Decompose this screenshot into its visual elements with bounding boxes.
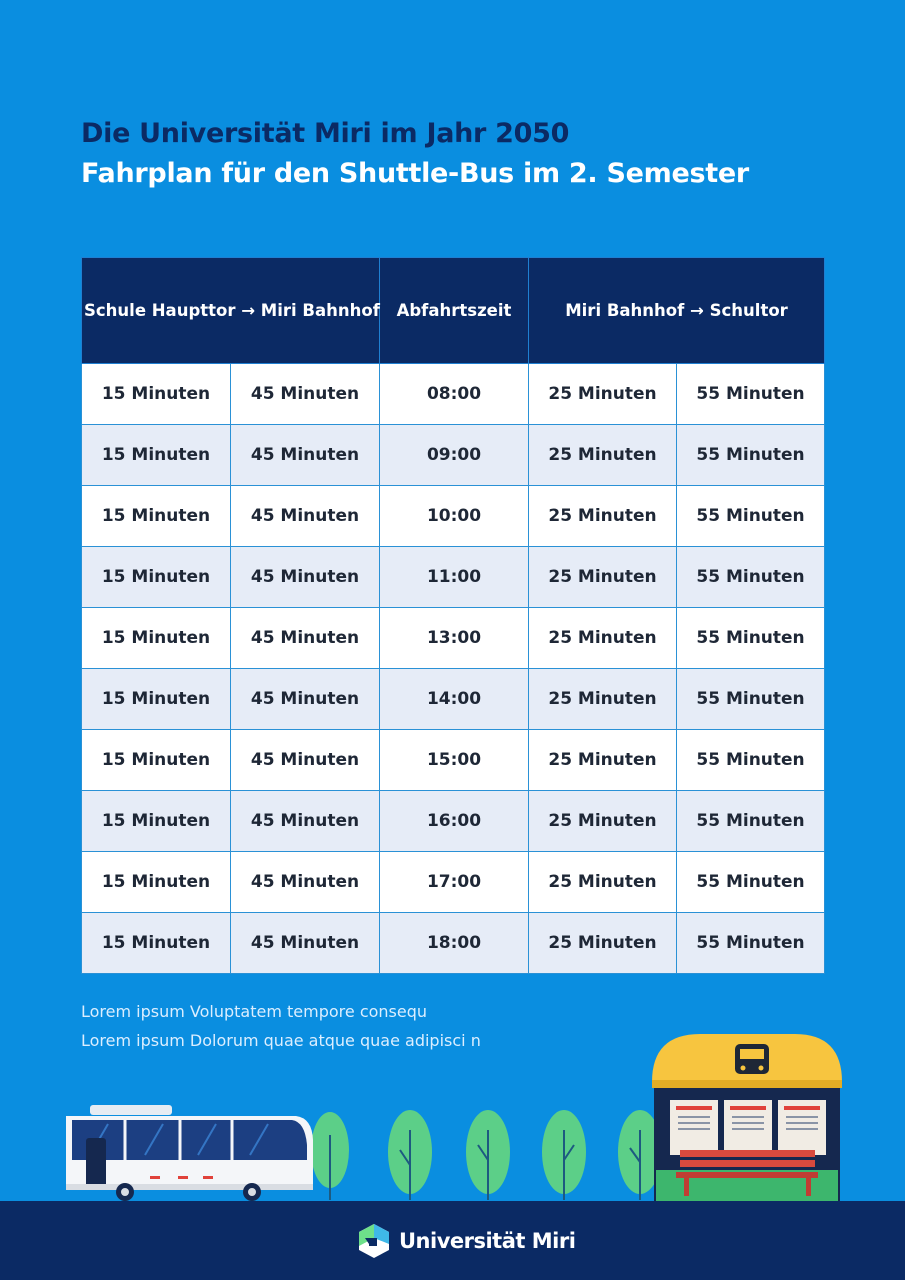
cell-return-second: 55 Minuten bbox=[677, 608, 825, 669]
cell-departure-time: 11:00 bbox=[380, 547, 529, 608]
cell-return-second: 55 Minuten bbox=[677, 486, 825, 547]
cell-return-first: 25 Minuten bbox=[529, 730, 677, 791]
column-header-return: Miri Bahnhof → Schultor bbox=[529, 258, 825, 364]
cell-outbound-first: 15 Minuten bbox=[82, 425, 231, 486]
cell-outbound-first: 15 Minuten bbox=[82, 547, 231, 608]
cell-outbound-second: 45 Minuten bbox=[231, 913, 380, 974]
cell-outbound-first: 15 Minuten bbox=[82, 486, 231, 547]
cell-outbound-second: 45 Minuten bbox=[231, 364, 380, 425]
cell-departure-time: 17:00 bbox=[380, 852, 529, 913]
table-row bbox=[82, 608, 825, 669]
street-scene-illustration bbox=[0, 1030, 905, 1202]
cell-outbound-second: 45 Minuten bbox=[231, 669, 380, 730]
page-subtitle: Fahrplan für den Shuttle-Bus im 2. Semester bbox=[81, 158, 749, 189]
cell-departure-time: 08:00 bbox=[380, 364, 529, 425]
table-row bbox=[82, 425, 825, 486]
table-row bbox=[82, 791, 825, 852]
cell-return-first: 25 Minuten bbox=[529, 364, 677, 425]
note-line-2: Lorem ipsum Dolorum quae atque quae adipisci n bbox=[81, 1031, 481, 1050]
cell-return-second: 55 Minuten bbox=[677, 852, 825, 913]
cell-return-second: 55 Minuten bbox=[677, 547, 825, 608]
cell-return-first: 25 Minuten bbox=[529, 913, 677, 974]
footer-brand bbox=[357, 1224, 575, 1258]
cell-outbound-first: 15 Minuten bbox=[82, 669, 231, 730]
cell-outbound-second: 45 Minuten bbox=[231, 730, 380, 791]
cell-departure-time: 13:00 bbox=[380, 608, 529, 669]
bus-stop-icon bbox=[652, 1034, 842, 1202]
cell-outbound-first: 15 Minuten bbox=[82, 791, 231, 852]
column-header-outbound: Schule Haupttor → Miri Bahnhof bbox=[82, 258, 380, 364]
table-header-row bbox=[82, 258, 825, 364]
cell-return-first: 25 Minuten bbox=[529, 547, 677, 608]
table-row bbox=[82, 669, 825, 730]
cell-departure-time: 14:00 bbox=[380, 669, 529, 730]
table-row bbox=[82, 486, 825, 547]
tree-icon bbox=[311, 1112, 349, 1200]
tree-icon bbox=[466, 1110, 510, 1200]
cell-outbound-second: 45 Minuten bbox=[231, 486, 380, 547]
cell-outbound-second: 45 Minuten bbox=[231, 547, 380, 608]
tree-icon bbox=[388, 1110, 432, 1200]
cell-return-first: 25 Minuten bbox=[529, 791, 677, 852]
cell-outbound-second: 45 Minuten bbox=[231, 791, 380, 852]
bus-icon bbox=[66, 1105, 313, 1201]
cell-return-second: 55 Minuten bbox=[677, 669, 825, 730]
university-logo-icon bbox=[357, 1224, 391, 1258]
page-title: Die Universität Miri im Jahr 2050 bbox=[81, 118, 570, 149]
cell-return-first: 25 Minuten bbox=[529, 669, 677, 730]
shuttle-schedule-table bbox=[81, 257, 825, 974]
cell-outbound-second: 45 Minuten bbox=[231, 608, 380, 669]
cell-return-second: 55 Minuten bbox=[677, 791, 825, 852]
cell-outbound-first: 15 Minuten bbox=[82, 913, 231, 974]
cell-outbound-first: 15 Minuten bbox=[82, 608, 231, 669]
cell-return-first: 25 Minuten bbox=[529, 425, 677, 486]
cell-departure-time: 18:00 bbox=[380, 913, 529, 974]
cell-outbound-first: 15 Minuten bbox=[82, 852, 231, 913]
cell-departure-time: 10:00 bbox=[380, 486, 529, 547]
cell-departure-time: 09:00 bbox=[380, 425, 529, 486]
table-row bbox=[82, 913, 825, 974]
cell-return-second: 55 Minuten bbox=[677, 913, 825, 974]
cell-outbound-second: 45 Minuten bbox=[231, 425, 380, 486]
cell-return-second: 55 Minuten bbox=[677, 364, 825, 425]
cell-return-second: 55 Minuten bbox=[677, 425, 825, 486]
cell-return-second: 55 Minuten bbox=[677, 730, 825, 791]
cell-return-first: 25 Minuten bbox=[529, 608, 677, 669]
table-row bbox=[82, 730, 825, 791]
footer-brand-name: Universität Miri bbox=[399, 1229, 576, 1253]
cell-outbound-first: 15 Minuten bbox=[82, 730, 231, 791]
table-row bbox=[82, 364, 825, 425]
cell-return-first: 25 Minuten bbox=[529, 486, 677, 547]
cell-departure-time: 15:00 bbox=[380, 730, 529, 791]
table-row bbox=[82, 547, 825, 608]
cell-outbound-second: 45 Minuten bbox=[231, 852, 380, 913]
cell-return-first: 25 Minuten bbox=[529, 852, 677, 913]
note-line-1: Lorem ipsum Voluptatem tempore consequ bbox=[81, 1002, 428, 1021]
tree-icon bbox=[542, 1110, 586, 1200]
cell-outbound-first: 15 Minuten bbox=[82, 364, 231, 425]
column-header-departure: Abfahrtszeit bbox=[380, 258, 529, 364]
table-row bbox=[82, 852, 825, 913]
cell-departure-time: 16:00 bbox=[380, 791, 529, 852]
